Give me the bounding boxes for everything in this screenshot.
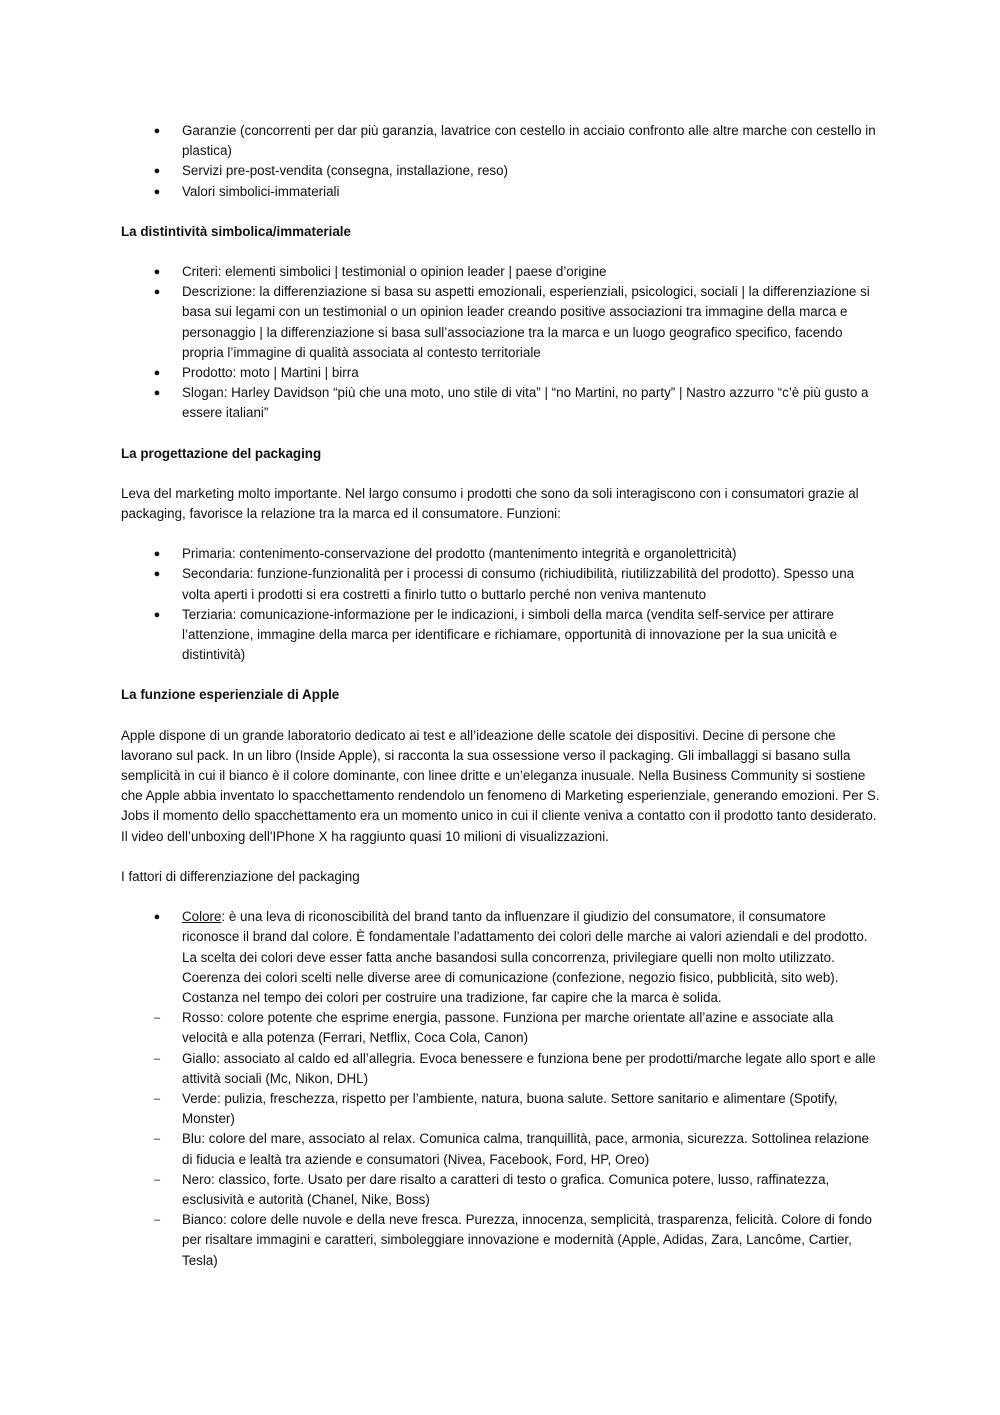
color-factors-list [121,907,881,1271]
list-item [121,1089,881,1129]
bullet-icon: ● [153,165,161,178]
list-item-text: Slogan: Harley Davidson “più che una moto, uno stile di vita” | “no Martini, no party” | Nastro azzurro “c’è più gusto a essere italiani” [182,385,869,421]
section-heading: La funzione esperienziale di Apple [121,687,340,703]
list-item-text: Giallo: associato al caldo ed all’allegria. Evoca benessere e funziona bene per prodotti/marche legate allo sport e alle attività sociali (Mc, Nikon, DHL) [182,1050,876,1086]
distintivita-list [121,262,881,424]
list-item-text: Bianco: colore delle nuvole e della neve fresca. Purezza, innocenza, semplicità, trasparenza, felicità. Colore di fondo per risaltare immagini e caratteri, simboleggiare innovazione e modernità (Apple, Adidas, Zara, Lancôme, Cartier, Tesla) [182,1212,873,1268]
bullet-icon: ● [153,367,161,380]
list-item-text: Primaria: contenimento-conservazione del prodotto (mantenimento integrità e organolettricità) [182,546,737,562]
dash-icon: – [153,1214,161,1227]
paragraph: Leva del marketing molto importante. Nel largo consumo i prodotti che sono da soli interagiscono con i consumatori grazie al packaging, favorisce la relazione tra la marca ed il consumatore. Funzioni: [121,485,859,522]
list-item [121,262,881,282]
list-item-text: Garanzie (concorrenti per dar più garanzia, lavatrice con cestello in acciaio confronto alle altre marche con cestello in plastica) [182,123,876,159]
list-item [121,605,881,666]
top-bullet-list [121,121,881,202]
list-item [121,182,881,202]
list-item-text: Terziaria: comunicazione-informazione per le indicazioni, i simboli della marca (vendita self-service per attirare l’attenzione, immagine della marca per identificare e richiamare, opportunità di innovazione per la sua unicità e distintività) [182,606,838,663]
list-item [121,907,881,1008]
list-item [121,383,881,423]
dash-icon: – [153,1092,161,1105]
bullet-icon: ● [153,387,161,400]
list-item-text: Prodotto: moto | Martini | birra [182,365,359,381]
list-item-text: Nero: classico, forte. Usato per dare risalto a caratteri di testo o grafica. Comunica potere, lusso, raffinatezza, esclusività e autorità (Chanel, Nike, Boss) [182,1171,830,1207]
paragraph-subtitle: I fattori di differenziazione del packaging [121,868,360,884]
bullet-icon: ● [153,548,161,561]
dash-icon: – [153,1052,161,1065]
dash-icon: – [153,1012,161,1025]
list-item-text: Valori simbolici-immateriali [182,183,340,199]
color-term: Colore [182,909,222,925]
section-heading: La progettazione del packaging [121,445,322,461]
list-item-text: Descrizione: la differenziazione si basa su aspetti emozionali, esperienziali, psicologici, sociali | la differenziazione si basa sui legami con un testimonial o un opinion leader creando positive associazioni tra immagine della marca e personaggio | la differenziazione si basa sull’associazione tra la marca e un luogo geografico specifico, facendo propria l’immagine di qualità associata al contesto territoriale [182,284,870,360]
list-item [121,121,881,161]
bullet-icon: ● [153,911,161,924]
list-item [121,1170,881,1210]
paragraph: Apple dispone di un grande laboratorio dedicato ai test e all’ideazione delle scatole dei dispositivi. Decine di persone che lavorano sul pack. In un libro (Inside Apple), si racconta la sua ossessione verso il packaging. Gli imballaggi si basano sulla semplicità in cui il bianco è il colore dominante, con linee dritte e un’eleganza inusuale. Nella Business Community si sostiene che Apple abbia inventato lo spacchettamento rendendolo un fenomeno di Marketing esperienziale, generando emozioni. Per S. Jobs il momento dello spacchettamento era un momento unico in cui il cliente veniva a contatto con il prodotto tanto desiderato. Il video dell’unboxing dell'IPhone X ha raggiunto quasi 10 milioni di visualizzazioni. [121,727,880,844]
list-item [121,544,881,564]
list-item-text: Rosso: colore potente che esprime energia, passone. Funziona per marche orientate all’azine e associate alla velocità e alla potenza (Ferrari, Netflix, Coca Cola, Canon) [182,1010,834,1046]
dash-icon: – [153,1173,161,1186]
list-item [121,564,881,604]
list-item-text: Verde: pulizia, freschezza, rispetto per l’ambiente, natura, buona salute. Settore sanitario e alimentare (Spotify, Monster) [182,1090,838,1127]
list-item [121,1210,881,1271]
bullet-icon: ● [153,608,161,621]
list-item-text: Criteri: elementi simbolici | testimonial o opinion leader | paese d’origine [182,264,607,280]
document-page [121,121,881,1271]
list-item [121,1129,881,1169]
bullet-icon: ● [153,266,161,279]
list-item [121,1008,881,1048]
list-item [121,1049,881,1089]
list-item [121,161,881,181]
packaging-functions-list [121,544,881,665]
list-item-text: Secondaria: funzione-funzionalità per i processi di consumo (richiudibilità, riutilizzabilità del prodotto). Spesso una volta aperti i prodotti si era costretti a finirlo tutto o buttarlo perché non veniva mantenuto [182,566,855,602]
bullet-icon: ● [153,185,161,198]
list-item-text: Blu: colore del mare, associato al relax. Comunica calma, tranquillità, pace, armonia, sicurezza. Sottolinea relazione di fiducia e lealtà tra aziende e consumatori (Nivea, Facebook, Ford, HP, Oreo) [182,1131,869,1167]
bullet-icon: ● [153,125,161,137]
section-heading: La distintività simbolica/immateriale [121,223,351,239]
list-item [121,282,881,363]
list-item-text: : è una leva di riconoscibilità del brand tanto da influenzare il giudizio del consumatore, il consumatore riconosce il brand dal colore. È fondamentale l’adattamento dei colori delle marche ai valori aziendali e del prodotto. La scelta dei colori deve esser fatta anche basandosi sulla concorrenza, privilegiare quelli non molto utilizzato. Coerenza dei colori scelti nelle diverse aree di comunicazione (confezione, negozio fisico, pubblicità, sito web). Costanza nel tempo dei colori per costruire una tradizione, far capire che la marca è solida. [182,909,868,1005]
list-item [121,363,881,383]
list-item-text: Servizi pre-post-vendita (consegna, installazione, reso) [182,163,508,179]
bullet-icon: ● [153,568,161,581]
bullet-icon: ● [153,286,161,299]
dash-icon: – [153,1133,161,1146]
